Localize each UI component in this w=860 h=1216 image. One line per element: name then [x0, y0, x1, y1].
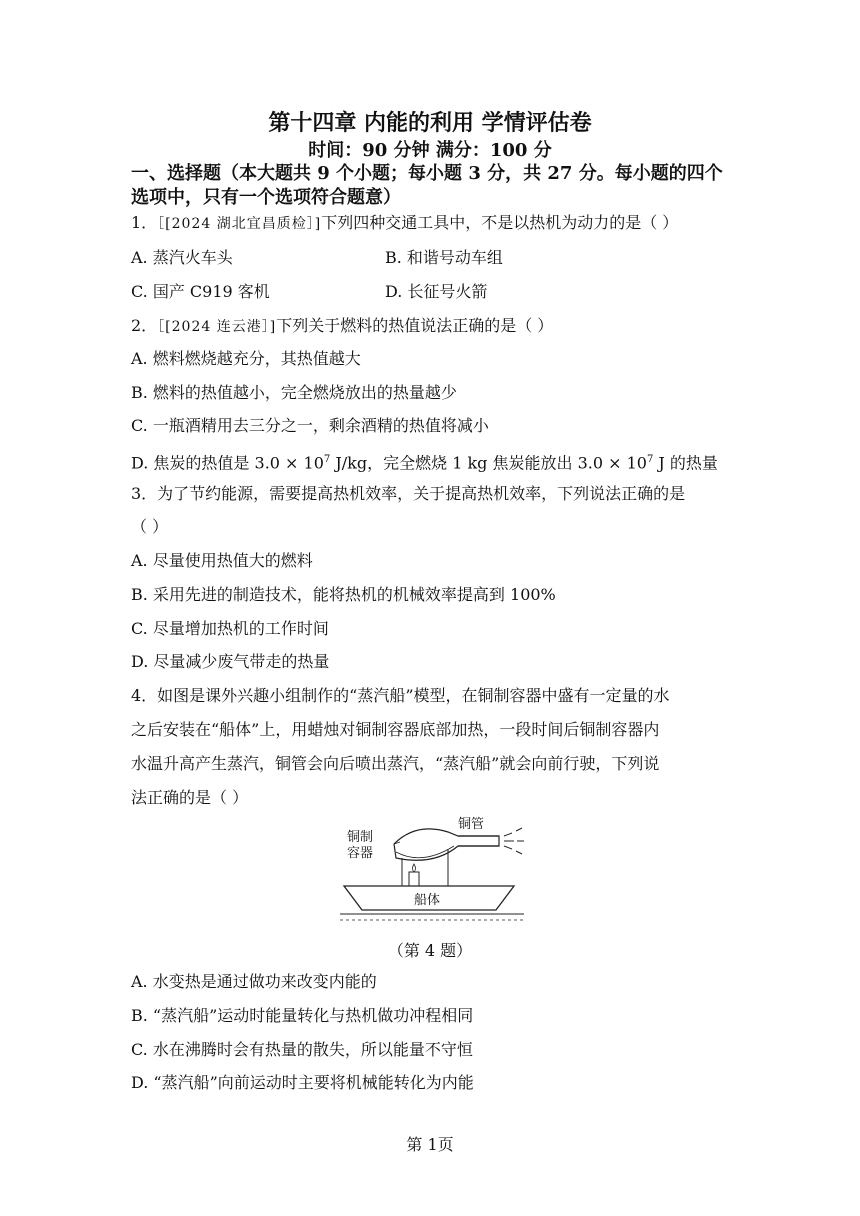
- q2-option-a: A. 燃料燃烧越充分，其热值越大: [131, 349, 361, 368]
- exponent: 7: [646, 454, 654, 465]
- q3-option-b: B. 采用先进的制造技术，能将热机的机械效率提高到 100%: [131, 585, 556, 604]
- text-segment: J 的热量: [653, 453, 718, 473]
- label-pipe: 铜管: [458, 817, 485, 832]
- question-3-stem-line1: 3．为了节约能源，需要提高热机效率，关于提高热机效率，下列说法正确的是: [131, 484, 686, 503]
- text-segment: J/kg，完全燃烧 1 kg 焦炭能放出 3.0 × 10: [330, 453, 647, 473]
- exam-info: 时间：90 分钟 满分：100 分: [308, 140, 552, 161]
- q1-option-c: C. 国产 C919 客机: [131, 282, 270, 301]
- page-title: 第十四章 内能的利用 学情评估卷: [268, 110, 592, 136]
- q4-option-a: A. 水变热是通过做功来改变内能的: [131, 972, 377, 991]
- q4-option-d: D. “蒸汽船”向前运动时主要将机械能转化为内能: [131, 1073, 474, 1092]
- q4-option-c: C. 水在沸腾时会有热量的散失，所以能量不守恒: [131, 1040, 473, 1059]
- question-4-stem-line3: 水温升高产生蒸汽，铜管会向后喷出蒸汽，“蒸汽船”就会向前行驶，下列说: [131, 754, 660, 773]
- q4-option-b: B. “蒸汽船”运动时能量转化与热机做功冲程相同: [131, 1006, 474, 1025]
- q2-option-d: [131, 450, 718, 473]
- question-source-tag: ［[2024 连云港］]: [157, 319, 277, 335]
- question-number: 1．: [131, 213, 158, 232]
- question-text: 下列关于燃料的热值说法正确的是（ ）: [276, 316, 554, 335]
- steam-jet: [504, 833, 512, 836]
- q1-option-b: B. 和谐号动车组: [385, 248, 503, 267]
- q2-option-c: C. 一瓶酒精用去三分之一，剩余酒精的热值将减小: [131, 416, 489, 435]
- q3-option-d: D. 尽量减少废气带走的热量: [131, 652, 330, 671]
- question-2-stem: [131, 316, 553, 337]
- question-1-stem: [131, 213, 678, 234]
- label-container-line2: 容器: [347, 846, 374, 861]
- page-number: 第 1页: [406, 1135, 454, 1154]
- question-source-tag: ［[2024 湖北宜昌质检］]: [157, 216, 322, 232]
- label-hull: 船体: [414, 893, 441, 908]
- label-container-line1: 铜制: [347, 830, 374, 845]
- candle-flame: [413, 864, 416, 872]
- steam-boat-figure: [336, 814, 536, 932]
- candle: [409, 872, 419, 886]
- q3-option-c: C. 尽量增加热机的工作时间: [131, 619, 329, 638]
- section-heading: 一、选择题（本大题共 9 个小题；每小题 3 分，共 27 分。每小题的四个选项中，只有一个选项符合题意）: [131, 163, 723, 208]
- figure-caption: （第 4 题）: [387, 941, 473, 960]
- question-text: 下列四种交通工具中，不是以热机为动力的是（ ）: [321, 213, 679, 232]
- q3-option-a: A. 尽量使用热值大的燃料: [131, 551, 313, 570]
- text-segment: D. 焦炭的热值是 3.0 × 10: [131, 453, 324, 473]
- q2-option-b: B. 燃料的热值越小，完全燃烧放出的热量越少: [131, 383, 457, 402]
- question-4-stem-line2: 之后安装在“船体”上，用蜡烛对铜制容器底部加热，一段时间后铜制容器内: [131, 720, 660, 739]
- question-number: 2．: [131, 316, 158, 335]
- copper-container: [394, 829, 499, 860]
- question-4-stem-line4: 法正确的是（ ）: [131, 788, 249, 807]
- exponent: 7: [323, 454, 331, 465]
- q1-option-a: A. 蒸汽火车头: [131, 248, 233, 267]
- question-3-stem-line2: （ ）: [131, 517, 169, 536]
- q1-option-d: D. 长征号火箭: [385, 282, 488, 301]
- question-4-stem-line1: 4．如图是课外兴趣小组制作的“蒸汽船”模型，在铜制容器中盛有一定量的水: [131, 686, 670, 705]
